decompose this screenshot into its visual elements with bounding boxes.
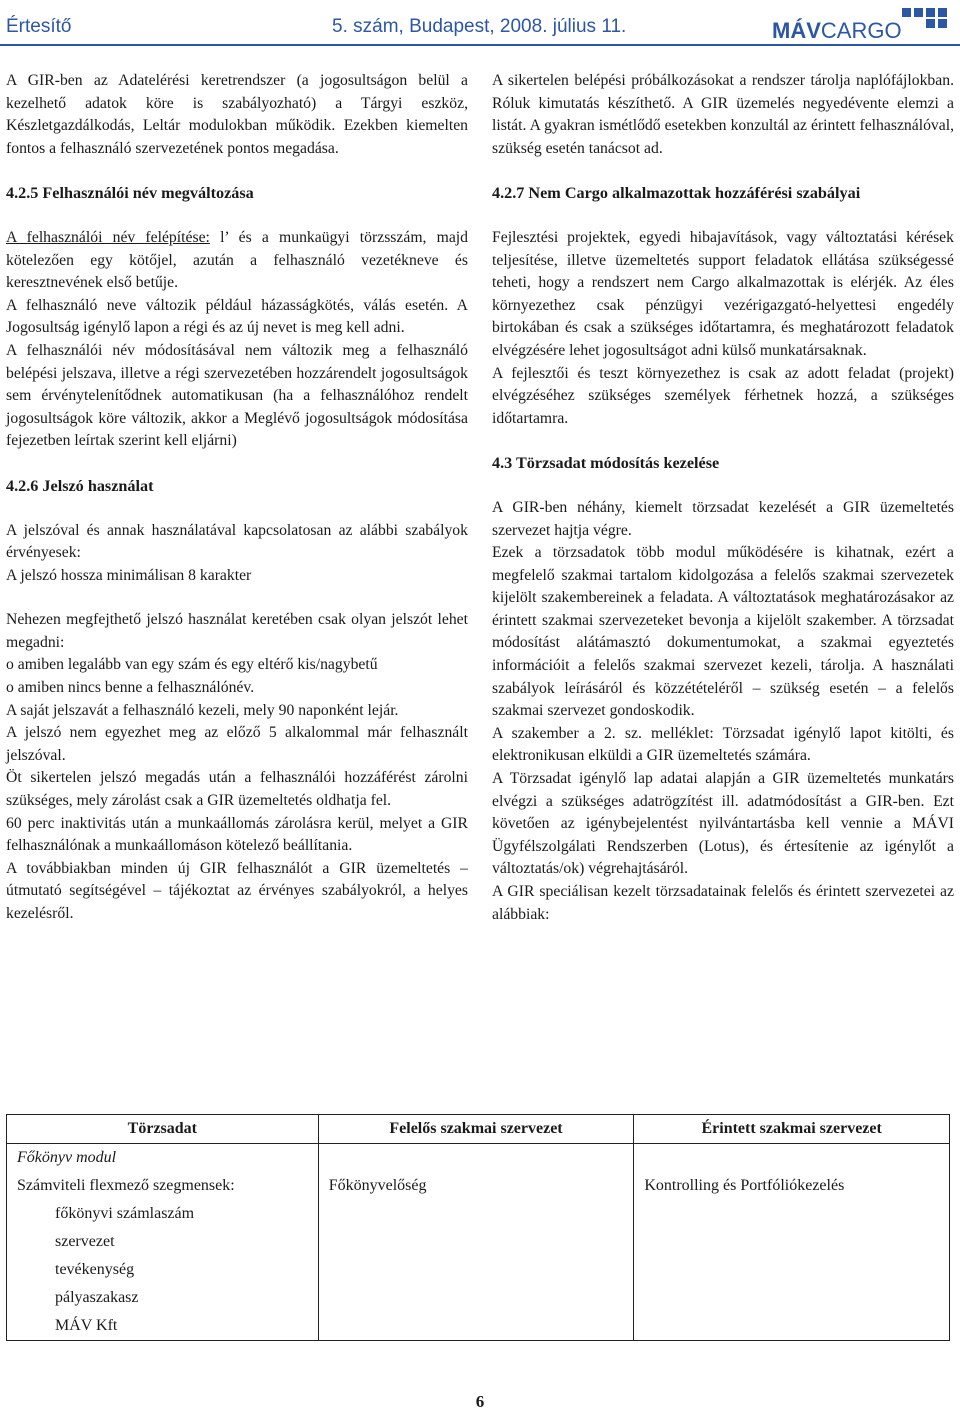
segment-item: pályaszakasz: [7, 1284, 319, 1312]
module-name: Főkönyv modul: [7, 1144, 319, 1173]
column-header: Érintett szakmai szervezet: [634, 1115, 950, 1144]
table-row: [7, 1200, 950, 1228]
left-column: [6, 70, 468, 926]
logo-text: [772, 18, 902, 44]
cell: Számviteli flexmező szegmensek:: [7, 1172, 319, 1200]
paragraph: Ezek a törzsadatok több modul működésére is kihatnak, ezért a megfelelő szakmai tartalom kidolgozása a felelős szakmai szervezetek kijelölt szakembereinek a feladata. A változtatások meghatározásakor az érintett szakmai szervezeteket bevonja a kijelölt szakember. A törzsadat módosítást alátámasztó dokumentumokat, a szakmai egyeztetés információit a felelős szakmai szervezet kezeli, tárolja. A használati szabályok leírásáról és közzétételéről – szükség esetén – a felelős szakmai szervezet gondoskodik.: [492, 544, 954, 720]
table-row: [7, 1144, 950, 1173]
paragraph: A fejlesztői és teszt környezethez is csak az adott feladat (projekt) elvégzéséhez szükséges személyek férhetnek hozzá, a szükséges időtartamra.: [492, 364, 954, 427]
paragraph: A GIR-ben az Adatelérési keretrendszer (a jogosultságon belül a kezelhető adatok köre is szabályozható) a Tárgyi eszköz, Készletgazdálkodás, Leltár modulokban működik. Ezekben kiemelten fontos a felhasználó szervezetének pontos megadása.: [6, 72, 468, 157]
table-row: [7, 1228, 950, 1256]
section-heading: 4.3 Törzsadat módosítás kezelése: [492, 454, 720, 473]
section-heading: 4.2.5 Felhasználói név megváltozása: [6, 184, 254, 203]
paragraph: 60 perc inaktivitás után a munkaállomás zárolásra kerül, melyet a GIR felhasználónak a munkaállomáson kötelező beállítania.: [6, 814, 468, 855]
mavcargo-logo: [772, 6, 958, 42]
paragraph: Öt sikertelen jelszó megadás után a felhasználói hozzáférést zárolni szükséges, mely zárolást csak a GIR üzemeltetés oldhatja fel.: [6, 769, 468, 810]
logo-squares-icon: [898, 6, 958, 30]
section-heading: 4.2.7 Nem Cargo alkalmazottak hozzáférési szabályai: [492, 184, 861, 203]
section-heading: 4.2.6 Jelszó használat: [6, 476, 154, 495]
page-number: 6: [475, 1392, 485, 1411]
list-item: o amiben legalább van egy szám és egy eltérő kis/nagybetű: [6, 656, 378, 674]
column-header: Felelős szakmai szervezet: [318, 1115, 634, 1144]
paragraph: Nehezen megfejthető jelszó használat keretében csak olyan jelszót lehet megadni:: [6, 611, 468, 651]
table-row: [7, 1312, 950, 1341]
right-column: [492, 70, 954, 926]
segment-item: szervezet: [7, 1228, 319, 1256]
paragraph: A jelszóval és annak használatával kapcsolatosan az alábbi szabályok érvényesek:: [6, 521, 468, 562]
table-row: [7, 1284, 950, 1312]
table-row: [7, 1172, 950, 1200]
paragraph: [6, 227, 468, 295]
paragraph: A szakember a 2. sz. melléklet: Törzsadat igénylő lapot kitölti, és elektronikusan elküldi a GIR üzemeltetés számára.: [492, 724, 954, 765]
cell: Kontrolling és Portfóliókezelés: [634, 1172, 950, 1200]
paragraph: A GIR-ben néhány, kiemelt törzsadat kezelését a GIR üzemeltetés szervezet hajtja végre.: [492, 498, 954, 539]
publication-title: Értesítő: [6, 16, 72, 37]
underlined-term: A felhasználói név felépítése:: [6, 228, 210, 246]
page-header: [0, 0, 960, 46]
paragraph: A saját jelszavát a felhasználó kezeli, mely 90 naponként lejár.: [6, 701, 399, 719]
paragraph: A Törzsadat igénylő lap adatai alapján a GIR üzemeltetés munkatárs elvégzi a szükséges adatrögzítést ill. adatmódosítást a GIR-ben. Ezt követően az igénybejelentést nyilvántartásba kell vennie a MÁVI Ügyfélszolgálati Rendszerben (Lotus), és értesítenie az igénylőt a változtatás/ok) végrehajtásáról.: [492, 770, 954, 878]
cell: Főkönyvelőség: [318, 1172, 634, 1200]
paragraph: Fejlesztési projektek, egyedi hibajavítások, vagy változtatási kérések teljesítése, illetve üzemeltetés support feladatok ellátása szükségessé teheti, hogy a rendszert nem Cargo alkalmazottak is elérjék. Az éles környezethez csak pénzügyi vezérigazgató-helyettesi engedély birtokában és csak a szükséges időtartamra, és meghatározott feladatok elvégzésére lehet jogosultságot adni külső munkatársaknak.: [492, 228, 954, 359]
segment-item: főkönyvi számlaszám: [7, 1200, 319, 1228]
paragraph: A GIR speciálisan kezelt törzsadatainak felelős és érintett szervezetei az alábbiak:: [492, 883, 954, 923]
paragraph: A felhasználó neve változik például házasságkötés, válás esetén. A Jogosultság igénylő lapon a régi és az új nevet is meg kell adni.: [6, 296, 468, 337]
paragraph: A felhasználói név módosításával nem változik meg a felhasználó belépési jelszava, illetve a régi szervezetében hozzárendelt jogosultságok sem érvénytelenítődnek automatikusan (ha a felhasználóhoz rendelt jogosultságok köre változik, akkor a Meglévő jogosultságok módosítása fejezetben leírtak szerint kell eljárni): [6, 341, 468, 450]
paragraph: A továbbiakban minden új GIR felhasználót a GIR üzemeltetés – útmutató segítségével – tájékoztat az érvényes szabályokról, a helyes kezelésről.: [6, 859, 468, 922]
segment-item: tevékenység: [7, 1256, 319, 1284]
paragraph: A sikertelen belépési próbálkozásokat a rendszer tárolja naplófájlokban. Róluk kimutatás készíthető. A GIR üzemelés negyedévente elemzi a listát. A gyakran ismétlődő esetekben konzultál az érintett felhasználóval, szükség esetén tanácsot ad.: [492, 72, 954, 157]
header-rule: [0, 44, 960, 46]
logo-bold: MÁV: [772, 18, 821, 43]
paragraph: A jelszó hossza minimálisan 8 karakter: [6, 566, 252, 584]
master-data-table: [6, 1114, 950, 1341]
list-item: o amiben nincs benne a felhasználónév.: [6, 679, 255, 697]
table-row: [7, 1256, 950, 1284]
logo-light: CARGO: [820, 18, 902, 43]
issue-date: 5. szám, Budapest, 2008. július 11.: [332, 16, 627, 37]
paragraph-rest: l’ és a munkaügyi törzsszám, majd kötelezően egy kötőjel, azután a felhasználó vezetékneve és keresztnevének első betűje.: [6, 228, 468, 292]
segment-item: MÁV Kft: [7, 1312, 319, 1341]
paragraph: A jelszó nem egyezhet meg az előző 5 alkalommal már felhasznált jelszóval.: [6, 724, 468, 764]
table-header-row: [7, 1115, 950, 1144]
column-header: Törzsadat: [7, 1115, 319, 1144]
